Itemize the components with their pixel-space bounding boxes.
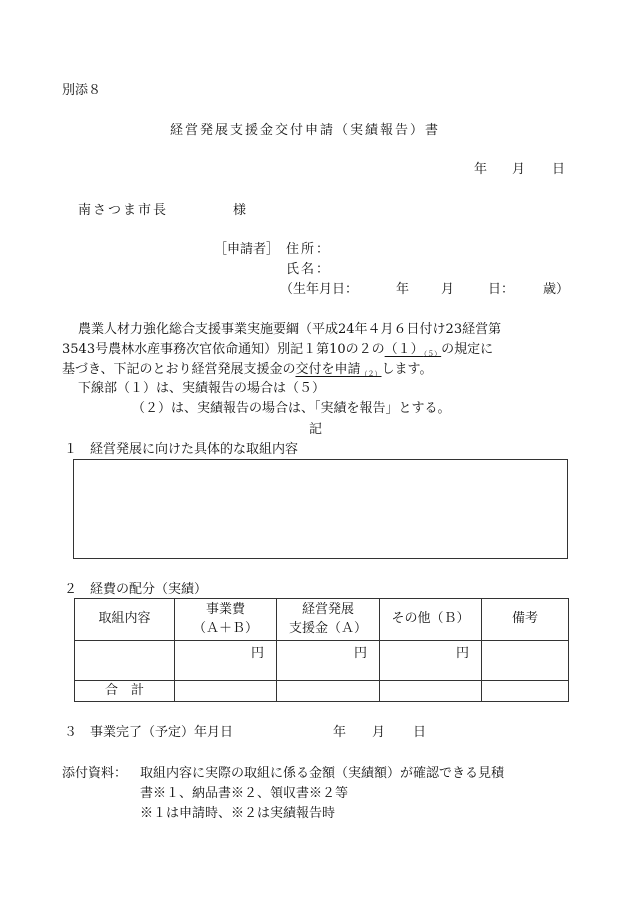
note-1: 下線部（１）は、実績報告の場合は（５）	[78, 381, 326, 396]
addressee-honorific: 様	[233, 203, 247, 218]
attachment-label: 別添８	[62, 83, 102, 98]
section-3-heading: ３ 事業完了（予定）年月日	[64, 725, 234, 740]
cost-allocation-table	[74, 598, 569, 702]
header-biko: 備考	[482, 599, 569, 641]
attachments-label: 添付資料：	[62, 766, 128, 781]
total-jigyohi	[175, 681, 277, 702]
header-shienkin-line1: 経営発展	[301, 602, 354, 618]
address-label: 住所：	[286, 242, 332, 257]
body-line-2-pre: 3543号農林水産事務次官依命通知）別記１第10の２の	[62, 342, 385, 357]
subscript-5: （５）	[423, 350, 442, 358]
cell-sonota-yen: 円	[380, 641, 482, 681]
body-line-2-underlined	[385, 342, 442, 357]
body-line-1: 農業人材力強化総合支援事業実施要綱（平成24年４月６日付け23経営第	[78, 322, 502, 337]
subscript-2: （２）	[360, 370, 382, 378]
completion-day: 日	[413, 725, 427, 740]
table-header-row	[75, 599, 569, 641]
section-1-heading: １ 経営発展に向けた具体的な取組内容	[64, 442, 299, 457]
attachments-line-1: 取組内容に実際の取組に係る金額（実績額）が確認できる見積	[140, 766, 505, 781]
age-close: 歳）	[543, 282, 570, 297]
note-2: （２）は、実績報告の場合は、「実績を報告」とする。	[132, 401, 451, 416]
date-month: 月	[512, 162, 526, 177]
header-shienkin-line2: 支援金（Ａ）	[288, 620, 367, 636]
total-sonota	[380, 681, 482, 702]
date-year: 年	[474, 162, 488, 177]
total-biko	[482, 681, 569, 702]
header-torikumi: 取組内容	[75, 599, 175, 641]
attachments-line-2: 書※１、納品書※２、領収書※２等	[140, 786, 349, 801]
header-sonota: その他（Ｂ）	[380, 599, 482, 641]
cell-biko	[482, 641, 569, 681]
birth-year: 年	[396, 282, 410, 297]
ki-mark: 記	[309, 422, 323, 437]
body-line-3-pre: 基づき、下記のとおり経営発展支援金の	[62, 362, 296, 377]
body-line-2	[62, 343, 493, 358]
completion-month: 月	[372, 725, 386, 740]
cell-shienkin-yen: 円	[277, 641, 380, 681]
birth-open: （生年月日：	[280, 282, 359, 297]
date-day: 日	[552, 162, 566, 177]
total-shienkin	[277, 681, 380, 702]
table-total-row	[75, 681, 569, 702]
body-line-2-post: の規定に	[441, 342, 494, 357]
section-2-heading: ２ 経費の配分（実績）	[64, 582, 208, 597]
header-jigyohi-line2: （Ａ＋Ｂ）	[192, 620, 258, 636]
body-line-3-underlined	[295, 362, 381, 377]
underlined-2: 交付を申請	[295, 362, 361, 377]
cell-torikumi	[75, 641, 175, 681]
attachments-line-3: ※１は申請時、※２は実績報告時	[140, 806, 336, 821]
header-shienkin	[277, 599, 380, 641]
cell-jigyohi-yen: 円	[175, 641, 277, 681]
body-line-3	[62, 363, 432, 378]
document-title: 経営発展支援金交付申請（実績報告）書	[170, 123, 441, 138]
header-jigyohi	[175, 599, 277, 641]
underlined-1: （１）	[384, 342, 424, 357]
header-jigyohi-line1: 事業費	[205, 602, 245, 618]
total-label: 合 計	[75, 681, 175, 702]
table-row	[75, 641, 569, 681]
completion-year: 年	[333, 725, 347, 740]
section-1-box	[73, 459, 568, 559]
addressee-name: 南さつま市長	[78, 203, 169, 218]
birth-day: 日：	[488, 282, 515, 297]
name-label: 氏名：	[286, 262, 332, 277]
birth-month: 月	[441, 282, 455, 297]
body-line-3-post: します。	[381, 362, 433, 377]
applicant-label: ［申請者］	[214, 242, 280, 257]
